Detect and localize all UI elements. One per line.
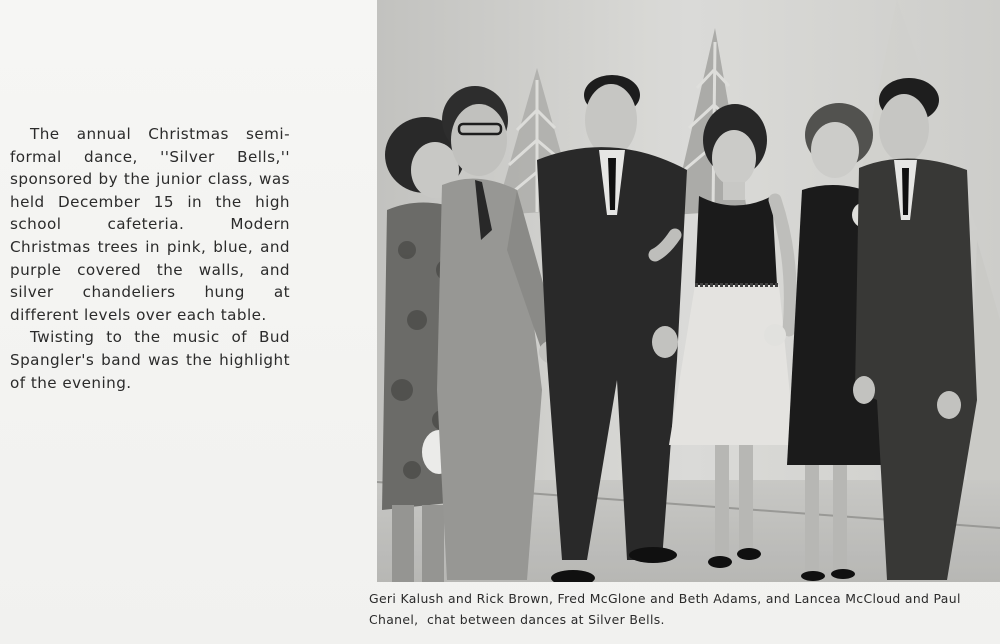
article-paragraph-1: The annual Christmas semi-formal dance, ''Silver Bells,'' sponsored by the junior class, was held December 15 in the high school cafeteria. Modern Christmas trees in pink, blue, and purple covered the walls, and silver chandeliers hung at different levels over each table. [10, 125, 290, 324]
photo-caption [369, 588, 999, 630]
caption-line-2: Chanel, chat between dances at Silver Bells. [369, 612, 665, 627]
article-text [10, 123, 290, 394]
dance-photo-image [377, 0, 1000, 582]
dance-photo [377, 0, 1000, 582]
article-paragraph-2: Twisting to the music of Bud Spangler's band was the highlight of the evening. [10, 328, 290, 392]
caption-line-1: Geri Kalush and Rick Brown, Fred McGlone and Beth Adams, and Lancea McCloud and Paul [369, 591, 961, 606]
